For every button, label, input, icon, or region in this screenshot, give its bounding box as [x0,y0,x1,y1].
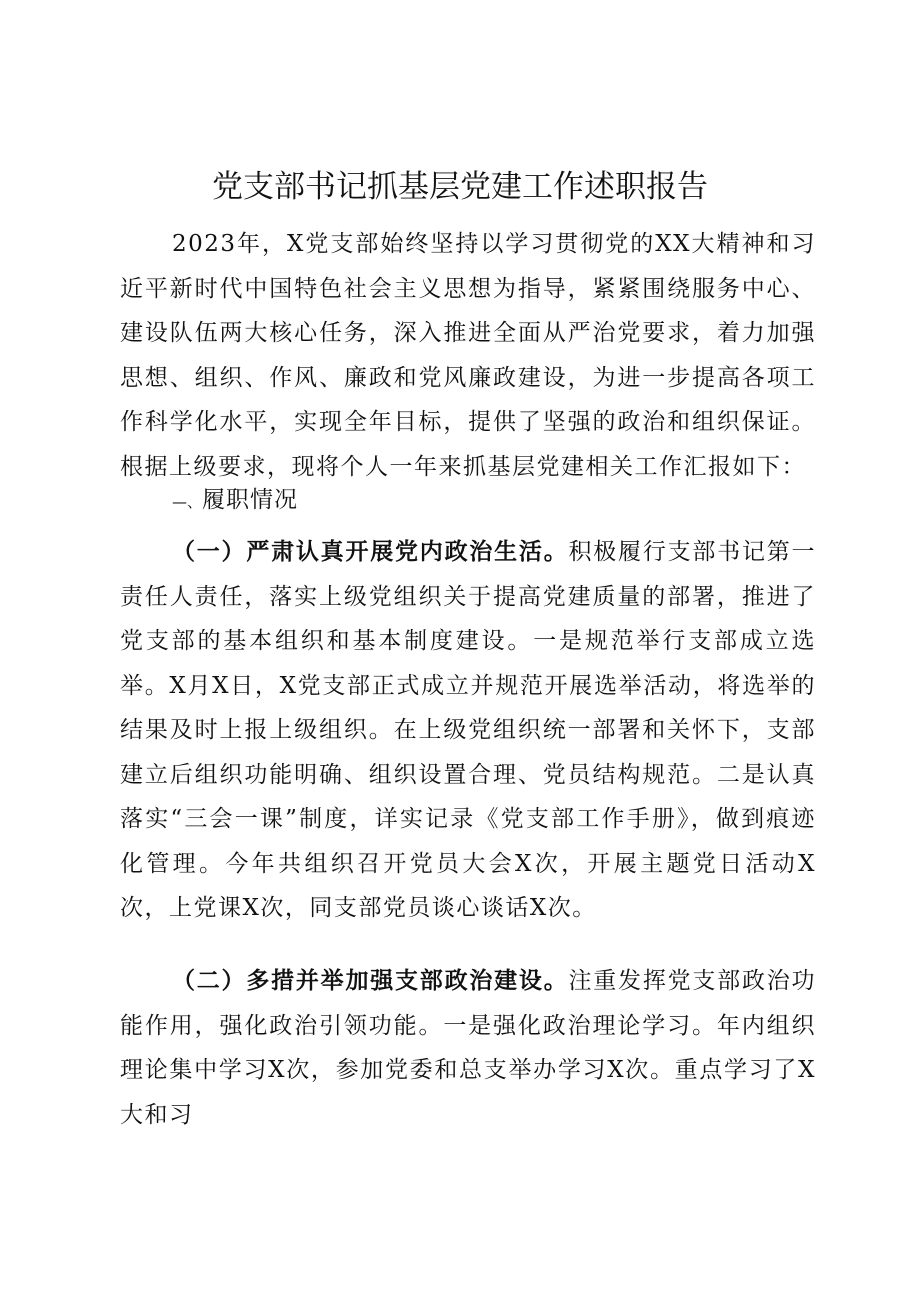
subsection-heading-two: （二）多措并举加强支部政治建设。 [172,968,569,994]
paragraph-body-two: 注重发挥党支部政治功能作用，强化政治引领功能。一是强化政治理论学习。年内组织理论集中学习X次，参加党委和总支举办学习X次。重点学习了X大和习 [120,968,817,1128]
section-number: —、 [172,493,203,511]
paragraph-political-life [120,530,816,931]
paragraph-political-building [120,959,816,1137]
section-heading-one [120,478,816,525]
section-title: 履职情况 [202,487,299,513]
document-title: 党支部书记抓基层党建工作述职报告 [212,169,708,205]
subsection-heading-one: （一）严肃认真开展党内政治生活。 [172,539,569,565]
intro-paragraph: 2023年，X党支部始终坚持以学习贯彻党的XX大精神和习近平新时代中国特色社会主义思想为指导，紧紧围绕服务中心、建设队伍两大核心任务，深入推进全面从严治党要求，着力加强思想、组织、作风、廉政和党风廉政建设，为进一步提高各项工作科学化水平，实现全年目标，提供了坚强的政治和组织保证。根据上级要求，现将个人一年来抓基层党建相关工作汇报如下： [120,231,816,480]
paragraph-body-one: 积极履行支部书记第一责任人责任，落实上级党组织关于提高党建质量的部署，推进了党支部的基本组织和基本制度建设。一是规范举行支部成立选举。X月X日，X党支部正式成立并规范开展选举活动，将选举的结果及时上报上级组织。在上级党组织统一部署和关怀下，支部建立后组织功能明确、组织设置合理、党员结构规范。二是认真落实“三会一课”制度，详实记录《党支部工作手册》，做到痕迹化管理。今年共组织召开党员大会X次，开展主题党日活动X次，上党课X次，同支部党员谈心谈话X次。 [120,539,817,921]
